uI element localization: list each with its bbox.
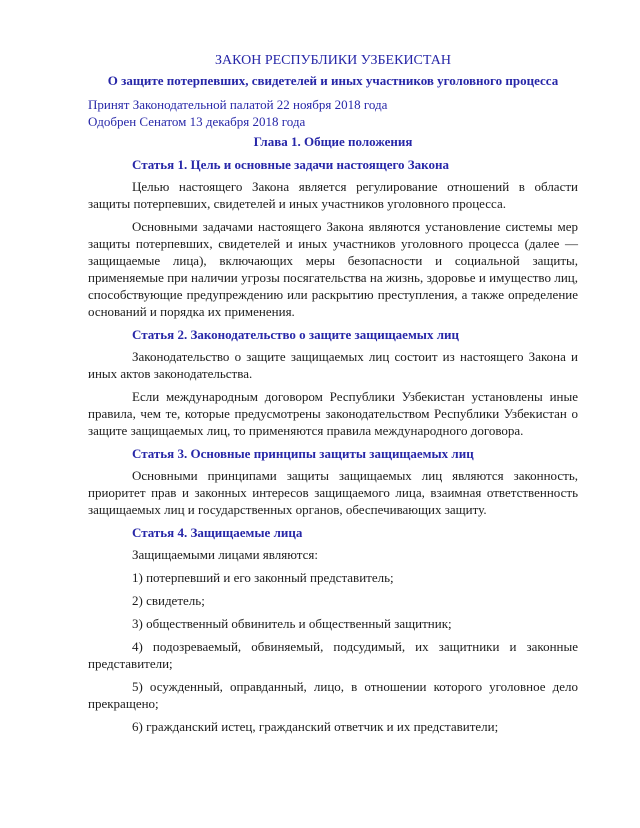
paragraph: Целью настоящего Закона является регулирование отношений в области защиты потерпевших, свидетелей и иных участников уголовного процесса. [88,179,578,211]
paragraph: Основными задачами настоящего Закона являются установление системы мер защиты потерпевших, свидетелей и иных участников уголовного процесса (далее — защищаемые лица), включающих меры безопасности и социальной защиты, применяемые при наличии угрозы посягательства на жизнь, здоровье и имущество лиц, способствующие предупреждению или раскрытию преступления, а также определение оснований и порядка их применения. [88,219,578,319]
paragraph: 6) гражданский истец, гражданский ответчик и их представители; [132,719,499,734]
paragraph: Защищаемыми лицами являются: [132,547,318,562]
paragraph: Законодательство о защите защищаемых лиц состоит из настоящего Закона и иных актов законодательства. [88,349,578,381]
paragraph: 1) потерпевший и его законный представитель; [132,570,394,585]
article-heading: Статья 3. Основные принципы защиты защищаемых лиц [132,446,474,461]
paragraph: Если международным договором Республики Узбекистан установлены иные правила, чем те, которые предусмотрены законодательством Республики Узбекистан о защите защищаемых лиц, то применяются правила международного договора. [88,389,578,438]
article-heading: Статья 1. Цель и основные задачи настоящего Закона [132,157,449,172]
adopted-by-line: Принят Законодательной палатой 22 ноября 2018 года [88,97,388,112]
approved-by-line: Одобрен Сенатом 13 декабря 2018 года [88,114,306,129]
paragraph: 2) свидетель; [132,593,205,608]
law-title: ЗАКОН РЕСПУБЛИКИ УЗБЕКИСТАН [215,53,451,68]
chapter-heading: Глава 1. Общие положения [253,134,413,149]
article-heading: Статья 2. Законодательство о защите защищаемых лиц [132,327,459,342]
articles-container [88,156,578,735]
paragraph: Основными принципами защиты защищаемых лиц являются законность, приоритет прав и законных интересов защищаемого лица, взаимная ответственность защищаемых лиц и государственных органов, обеспечивающих защиту. [88,468,578,517]
paragraph: 4) подозреваемый, обвиняемый, подсудимый, их защитники и законные представители; [88,639,578,671]
article-heading: Статья 4. Защищаемые лица [132,525,303,540]
law-subtitle: О защите потерпевших, свидетелей и иных участников уголовного процесса [107,73,559,88]
paragraph: 5) осужденный, оправданный, лицо, в отношении которого уголовное дело прекращено; [88,679,578,711]
paragraph: 3) общественный обвинитель и общественный защитник; [132,616,452,631]
